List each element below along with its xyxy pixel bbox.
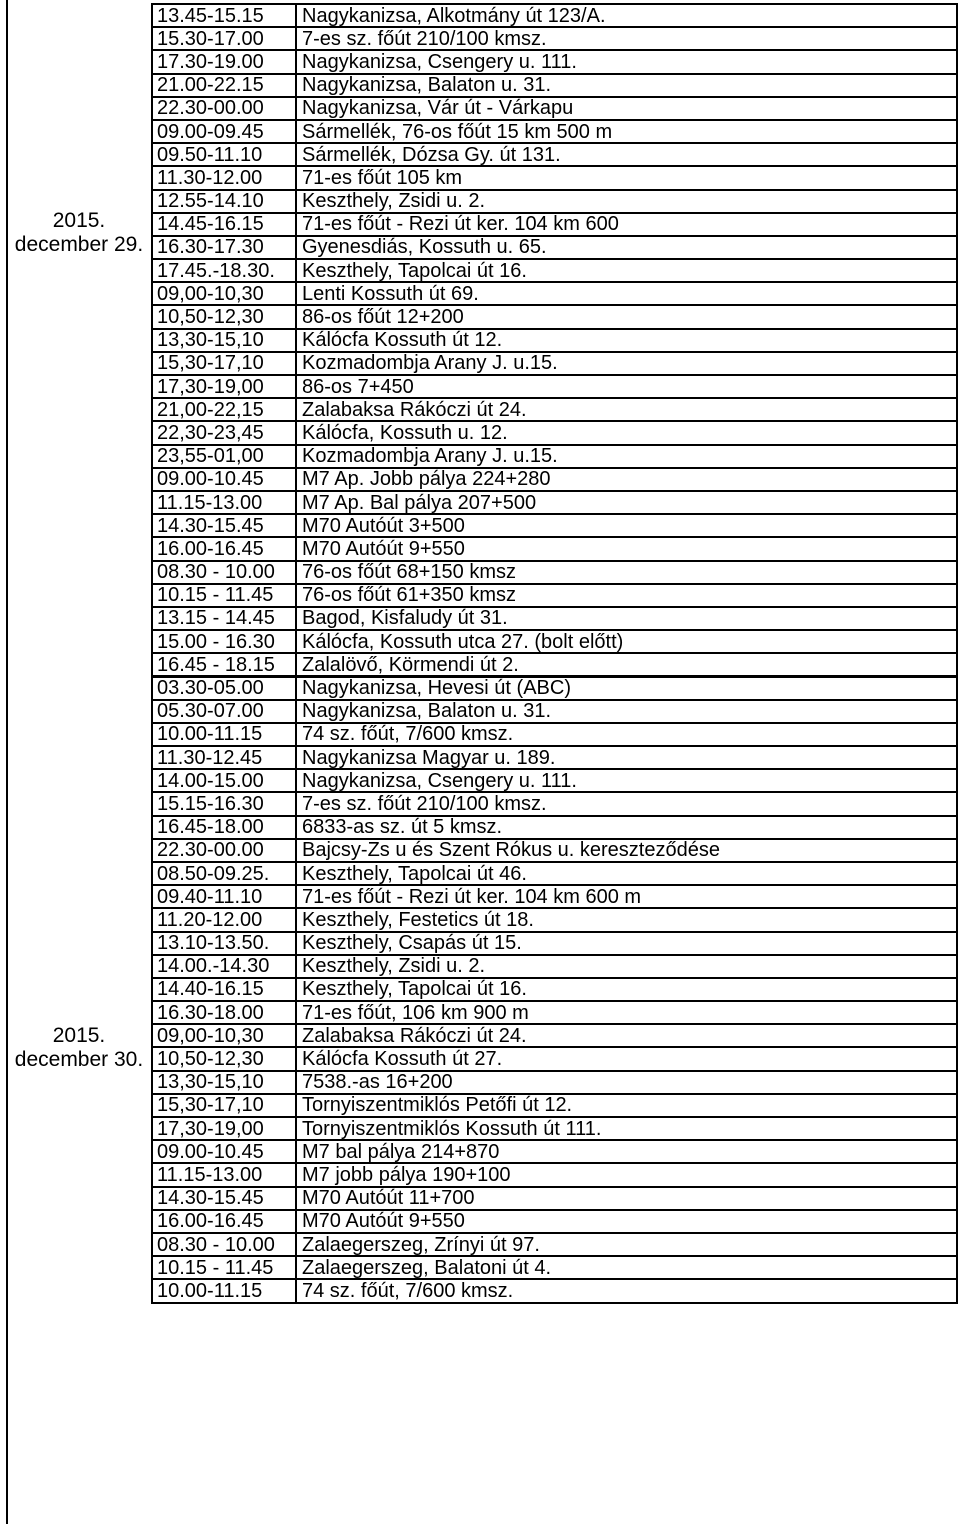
time-cell: 16.30-17.30	[152, 236, 296, 259]
location-cell: Bagod, Kisfaludy út 31.	[296, 607, 957, 630]
location-cell: Keszthely, Tapolcai út 16.	[296, 978, 957, 1001]
location-cell: 7-es sz. főút 210/100 kmsz.	[296, 27, 957, 50]
time-cell: 23,55-01,00	[152, 445, 296, 468]
location-cell: Gyenesdiás, Kossuth u. 65.	[296, 236, 957, 259]
table-row	[152, 885, 957, 908]
table-row	[152, 1117, 957, 1140]
time-cell: 21.00-22.15	[152, 74, 296, 97]
location-cell: Keszthely, Tapolcai út 16.	[296, 259, 957, 282]
location-cell: Kálócfa, Kossuth u. 12.	[296, 421, 957, 444]
table-row	[152, 1210, 957, 1233]
time-cell: 14.45-16.15	[152, 213, 296, 236]
table-row	[152, 607, 957, 630]
table-row	[152, 1024, 957, 1047]
location-cell: Kozmadombja Arany J. u.15.	[296, 352, 957, 375]
time-cell: 17.30-19.00	[152, 50, 296, 73]
location-cell: Keszthely, Festetics út 18.	[296, 908, 957, 931]
time-cell: 09.00-10.45	[152, 1140, 296, 1163]
location-cell: 86-os főút 12+200	[296, 305, 957, 328]
time-cell: 11.15-13.00	[152, 1163, 296, 1186]
time-cell: 11.15-13.00	[152, 491, 296, 514]
table-row	[152, 190, 957, 213]
location-cell: Keszthely, Zsidi u. 2.	[296, 190, 957, 213]
day-year: 2015.	[52, 209, 106, 232]
time-cell: 08.30 - 10.00	[152, 561, 296, 584]
time-cell: 09.50-11.10	[152, 143, 296, 166]
day-date: december 30.	[14, 1048, 144, 1071]
time-cell: 15,30-17,10	[152, 352, 296, 375]
location-cell: Keszthely, Csapás út 15.	[296, 932, 957, 955]
location-cell: Bajcsy-Zs u és Szent Rókus u. kereszteződése	[296, 839, 957, 862]
time-cell: 09.00-10.45	[152, 468, 296, 491]
location-cell: Zalalövő, Körmendi út 2.	[296, 653, 957, 676]
location-cell: 74 sz. főút, 7/600 kmsz.	[296, 723, 957, 746]
time-cell: 17.45.-18.30.	[152, 259, 296, 282]
table-row	[152, 468, 957, 491]
table-row	[152, 1071, 957, 1094]
location-cell: Keszthely, Tapolcai út 46.	[296, 862, 957, 885]
table-row	[152, 1233, 957, 1256]
location-cell: 76-os főút 61+350 kmsz	[296, 584, 957, 607]
table-row	[152, 769, 957, 792]
time-cell: 13,30-15,10	[152, 1071, 296, 1094]
table-row	[152, 120, 957, 143]
time-cell: 09,00-10,30	[152, 282, 296, 305]
table-row	[152, 1256, 957, 1279]
location-cell: 86-os 7+450	[296, 375, 957, 398]
location-cell: 71-es főút - Rezi út ker. 104 km 600 m	[296, 885, 957, 908]
location-cell: M7 Ap. Jobb pálya 224+280	[296, 468, 957, 491]
location-cell: Nagykanizsa, Balaton u. 31.	[296, 74, 957, 97]
time-cell: 16.45 - 18.15	[152, 653, 296, 676]
time-cell: 08.50-09.25.	[152, 862, 296, 885]
time-cell: 13.15 - 14.45	[152, 607, 296, 630]
location-cell: Keszthely, Zsidi u. 2.	[296, 955, 957, 978]
table-row	[152, 329, 957, 352]
location-cell: Nagykanizsa, Csengery u. 111.	[296, 769, 957, 792]
location-cell: M7 Ap. Bal pálya 207+500	[296, 491, 957, 514]
location-cell: 74 sz. főút, 7/600 kmsz.	[296, 1279, 957, 1302]
table-row	[152, 700, 957, 723]
table-row	[152, 166, 957, 189]
time-cell: 09.40-11.10	[152, 885, 296, 908]
time-cell: 11.30-12.45	[152, 746, 296, 769]
location-cell: Nagykanizsa, Vár út - Várkapu	[296, 97, 957, 120]
table-row	[152, 1163, 957, 1186]
time-cell: 11.20-12.00	[152, 908, 296, 931]
location-cell: M70 Autóút 11+700	[296, 1187, 957, 1210]
location-cell: M70 Autóút 9+550	[296, 1210, 957, 1233]
location-cell: M7 bal pálya 214+870	[296, 1140, 957, 1163]
table-row	[152, 746, 957, 769]
time-cell: 12.55-14.10	[152, 190, 296, 213]
time-cell: 21,00-22,15	[152, 398, 296, 421]
time-cell: 17,30-19,00	[152, 375, 296, 398]
table-row	[152, 282, 957, 305]
location-cell: Kálócfa Kossuth út 12.	[296, 329, 957, 352]
time-cell: 10,50-12,30	[152, 305, 296, 328]
location-cell: 7-es sz. főút 210/100 kmsz.	[296, 792, 957, 815]
location-cell: Tornyiszentmiklós Petőfi út 12.	[296, 1094, 957, 1117]
location-cell: 71-es főút, 106 km 900 m	[296, 1001, 957, 1024]
table-row	[152, 816, 957, 839]
time-cell: 22.30-00.00	[152, 839, 296, 862]
location-cell: Nagykanizsa, Balaton u. 31.	[296, 700, 957, 723]
time-cell: 16.30-18.00	[152, 1001, 296, 1024]
table-row	[152, 537, 957, 560]
location-cell: 71-es főút - Rezi út ker. 104 km 600	[296, 213, 957, 236]
table-row	[152, 978, 957, 1001]
time-cell: 13.45-15.15	[152, 4, 296, 27]
table-row	[152, 1094, 957, 1117]
time-cell: 13,30-15,10	[152, 329, 296, 352]
table-row	[152, 4, 957, 27]
time-cell: 10.00-11.15	[152, 1279, 296, 1302]
location-cell: Sármellék, Dózsa Gy. út 131.	[296, 143, 957, 166]
time-cell: 16.00-16.45	[152, 1210, 296, 1233]
location-cell: Nagykanizsa, Alkotmány út 123/A.	[296, 4, 957, 27]
table-row	[152, 839, 957, 862]
table-row	[152, 908, 957, 931]
location-cell: 7538.-as 16+200	[296, 1071, 957, 1094]
location-cell: Kálócfa, Kossuth utca 27. (bolt előtt)	[296, 630, 957, 653]
table-row	[152, 143, 957, 166]
day-label-dec-29	[8, 209, 150, 257]
table-row	[152, 955, 957, 978]
table-row	[152, 1047, 957, 1070]
location-cell: Kozmadombja Arany J. u.15.	[296, 445, 957, 468]
table-row	[152, 375, 957, 398]
location-cell: Zalaegerszeg, Zrínyi út 97.	[296, 1233, 957, 1256]
location-cell: Sármellék, 76-os főút 15 km 500 m	[296, 120, 957, 143]
day-date: december 29.	[14, 233, 144, 256]
time-cell: 14.00.-14.30	[152, 955, 296, 978]
time-cell: 14.30-15.45	[152, 1187, 296, 1210]
table-row	[152, 398, 957, 421]
table-row	[152, 213, 957, 236]
location-cell: 71-es főút 105 km	[296, 166, 957, 189]
table-row	[152, 584, 957, 607]
location-cell: Nagykanizsa Magyar u. 189.	[296, 746, 957, 769]
table-row	[152, 932, 957, 955]
table-row	[152, 27, 957, 50]
location-cell: M7 jobb pálya 190+100	[296, 1163, 957, 1186]
time-cell: 15.30-17.00	[152, 27, 296, 50]
time-cell: 15,30-17,10	[152, 1094, 296, 1117]
schedule-table	[151, 3, 958, 1304]
location-cell: M70 Autóút 3+500	[296, 514, 957, 537]
time-cell: 16.00-16.45	[152, 537, 296, 560]
table-row	[152, 1001, 957, 1024]
table-row	[152, 491, 957, 514]
time-cell: 10.15 - 11.45	[152, 584, 296, 607]
time-cell: 14.00-15.00	[152, 769, 296, 792]
time-cell: 09.00-09.45	[152, 120, 296, 143]
table-row	[152, 862, 957, 885]
time-cell: 15.00 - 16.30	[152, 630, 296, 653]
time-cell: 14.40-16.15	[152, 978, 296, 1001]
time-cell: 08.30 - 10.00	[152, 1233, 296, 1256]
table-row	[152, 792, 957, 815]
time-cell: 03.30-05.00	[152, 676, 296, 699]
table-row	[152, 723, 957, 746]
schedule-body	[152, 4, 957, 1303]
time-cell: 15.15-16.30	[152, 792, 296, 815]
time-cell: 05.30-07.00	[152, 700, 296, 723]
time-cell: 10,50-12,30	[152, 1047, 296, 1070]
table-row	[152, 259, 957, 282]
time-cell: 17,30-19,00	[152, 1117, 296, 1140]
table-row	[152, 653, 957, 676]
table-row	[152, 305, 957, 328]
day-label-dec-30	[8, 1024, 150, 1072]
table-row	[152, 421, 957, 444]
location-cell: Nagykanizsa, Csengery u. 111.	[296, 50, 957, 73]
time-cell: 16.45-18.00	[152, 816, 296, 839]
time-cell: 22,30-23,45	[152, 421, 296, 444]
table-row	[152, 514, 957, 537]
table-row	[152, 561, 957, 584]
date-column	[6, 0, 150, 1524]
time-cell: 11.30-12.00	[152, 166, 296, 189]
location-cell: Zalaegerszeg, Balatoni út 4.	[296, 1256, 957, 1279]
table-row	[152, 74, 957, 97]
time-cell: 13.10-13.50.	[152, 932, 296, 955]
table-row	[152, 97, 957, 120]
day-year: 2015.	[52, 1024, 106, 1047]
table-row	[152, 1279, 957, 1302]
location-cell: 6833-as sz. út 5 kmsz.	[296, 816, 957, 839]
time-cell: 09,00-10,30	[152, 1024, 296, 1047]
table-row	[152, 236, 957, 259]
time-cell: 14.30-15.45	[152, 514, 296, 537]
time-cell: 10.15 - 11.45	[152, 1256, 296, 1279]
time-cell: 10.00-11.15	[152, 723, 296, 746]
location-cell: Zalabaksa Rákóczi út 24.	[296, 1024, 957, 1047]
location-cell: Lenti Kossuth út 69.	[296, 282, 957, 305]
table-row	[152, 676, 957, 699]
location-cell: Zalabaksa Rákóczi út 24.	[296, 398, 957, 421]
table-row	[152, 445, 957, 468]
time-cell: 22.30-00.00	[152, 97, 296, 120]
table-row	[152, 630, 957, 653]
location-cell: M70 Autóút 9+550	[296, 537, 957, 560]
table-row	[152, 1140, 957, 1163]
table-row	[152, 352, 957, 375]
location-cell: Kálócfa Kossuth út 27.	[296, 1047, 957, 1070]
table-row	[152, 1187, 957, 1210]
location-cell: 76-os főút 68+150 kmsz	[296, 561, 957, 584]
table-row	[152, 50, 957, 73]
location-cell: Tornyiszentmiklós Kossuth út 111.	[296, 1117, 957, 1140]
location-cell: Nagykanizsa, Hevesi út (ABC)	[296, 676, 957, 699]
